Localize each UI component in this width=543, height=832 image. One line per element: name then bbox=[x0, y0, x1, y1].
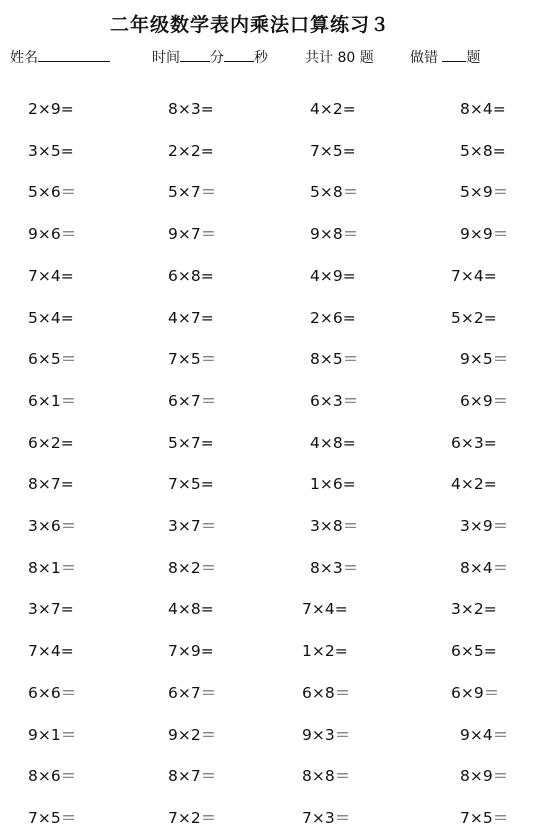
problem-item: 9×2＝ bbox=[168, 725, 217, 744]
problem-item: 2×2= bbox=[168, 141, 214, 160]
problem-item: 5×9＝ bbox=[460, 183, 509, 202]
minute-label: 分 bbox=[210, 50, 224, 66]
problem-item: 7×3＝ bbox=[302, 808, 351, 827]
problem-item: 4×2= bbox=[310, 100, 356, 118]
problem-item: 6×5＝ bbox=[28, 350, 77, 369]
wrong-suffix: 题 bbox=[466, 50, 481, 66]
problem-item: 7×5= bbox=[310, 141, 356, 160]
problem-item: 3×7= bbox=[28, 600, 74, 619]
problem-item: 3×2= bbox=[451, 600, 497, 619]
problem-item: 5×8＝ bbox=[310, 183, 359, 202]
problem-item: 6×3＝ bbox=[310, 391, 359, 410]
problem-item: 4×7= bbox=[168, 308, 214, 327]
problem-item: 7×5＝ bbox=[460, 808, 509, 827]
problem-item: 6×9＝ bbox=[460, 391, 509, 410]
problem-item: 6×7＝ bbox=[168, 683, 217, 702]
problem-item: 7×4= bbox=[28, 642, 74, 661]
page-title: 二年级数学表内乘法口算练习３ bbox=[109, 14, 390, 36]
problem-item: 6×5= bbox=[451, 642, 497, 661]
problem-item: 1×6= bbox=[310, 475, 356, 494]
problem-item: 4×2= bbox=[451, 475, 497, 494]
problem-item: 8×8＝ bbox=[302, 767, 351, 786]
problem-item: 3×7＝ bbox=[168, 517, 217, 535]
problem-item: 6×6＝ bbox=[28, 683, 77, 702]
time-field bbox=[152, 47, 268, 67]
problem-item: 8×3= bbox=[168, 100, 214, 118]
problem-item: 7×5＝ bbox=[28, 808, 77, 827]
problem-item: 5×8= bbox=[460, 141, 506, 160]
problem-item: 9×3＝ bbox=[302, 725, 351, 744]
name-label: 姓名 bbox=[10, 50, 38, 66]
problem-item: 3×8＝ bbox=[310, 517, 359, 535]
problem-item: 7×9= bbox=[168, 642, 214, 661]
problem-item: 9×4＝ bbox=[460, 725, 509, 744]
problem-item: 7×5= bbox=[168, 475, 214, 494]
problem-item: 5×7= bbox=[168, 433, 214, 452]
problem-item: 9×1＝ bbox=[28, 725, 77, 744]
problem-item: 2×6= bbox=[310, 308, 356, 327]
second-blank[interactable] bbox=[224, 47, 254, 62]
problem-item: 4×8= bbox=[310, 433, 356, 452]
problem-item: 7×2＝ bbox=[168, 808, 217, 827]
problem-item: 6×8= bbox=[168, 266, 214, 285]
problem-item: 4×8= bbox=[168, 600, 214, 619]
problem-item: 9×8＝ bbox=[310, 225, 359, 244]
problem-item: 8×4= bbox=[460, 100, 506, 118]
problem-item: 3×6＝ bbox=[28, 517, 77, 535]
problem-item: 6×7＝ bbox=[168, 391, 217, 410]
wrong-blank[interactable] bbox=[442, 47, 466, 62]
name-blank[interactable] bbox=[38, 47, 110, 62]
problem-item: 7×5＝ bbox=[168, 350, 217, 369]
problem-item: 8×9＝ bbox=[460, 767, 509, 786]
problem-item: 6×3= bbox=[451, 433, 497, 452]
wrong-label: 做错 bbox=[410, 50, 438, 66]
problem-item: 5×6＝ bbox=[28, 183, 77, 202]
problem-item: 6×1＝ bbox=[28, 391, 77, 410]
problem-item: 7×4= bbox=[28, 266, 74, 285]
problem-item: 8×4＝ bbox=[460, 558, 509, 577]
total-count: 共计 80 题 bbox=[305, 50, 374, 66]
problem-item: 5×4= bbox=[28, 308, 74, 327]
problem-item: 8×3＝ bbox=[310, 558, 359, 577]
problem-item: 2×9= bbox=[28, 100, 74, 118]
problem-item: 3×5= bbox=[28, 141, 74, 160]
problem-item: 5×2= bbox=[451, 308, 497, 327]
problem-item: 8×2＝ bbox=[168, 558, 217, 577]
problem-item: 9×6＝ bbox=[28, 225, 77, 244]
problem-item: 8×7= bbox=[28, 475, 74, 494]
problem-item: 7×4= bbox=[451, 266, 497, 285]
wrong-field bbox=[410, 47, 480, 67]
name-field bbox=[10, 47, 110, 67]
problem-item: 8×5＝ bbox=[310, 350, 359, 369]
second-label: 秒 bbox=[254, 50, 268, 66]
minute-blank[interactable] bbox=[180, 47, 210, 62]
problem-item: 9×5＝ bbox=[460, 350, 509, 369]
problem-item: 6×8＝ bbox=[302, 683, 351, 702]
problem-item: 8×6＝ bbox=[28, 767, 77, 786]
problem-item: 6×9＝ bbox=[451, 683, 500, 702]
problem-item: 7×4= bbox=[302, 600, 348, 619]
problem-item: 5×7＝ bbox=[168, 183, 217, 202]
problem-item: 1×2= bbox=[302, 642, 348, 661]
problem-item: 9×9＝ bbox=[460, 225, 509, 244]
problem-item: 8×7＝ bbox=[168, 767, 217, 786]
problem-item: 4×9= bbox=[310, 266, 356, 285]
problem-item: 9×7＝ bbox=[168, 225, 217, 244]
time-label: 时间 bbox=[152, 50, 180, 66]
problem-item: 8×1＝ bbox=[28, 558, 77, 577]
problem-item: 3×9＝ bbox=[460, 517, 509, 535]
problem-item: 6×2= bbox=[28, 433, 74, 452]
